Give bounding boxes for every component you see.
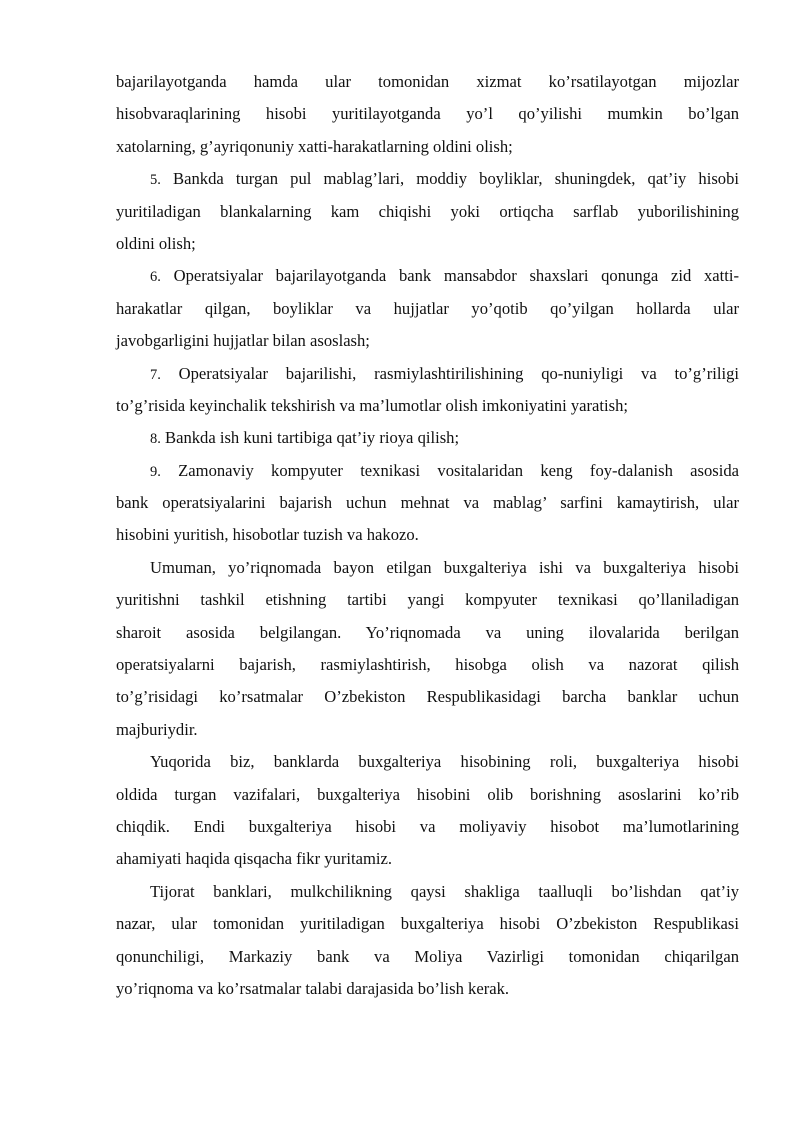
- item-number: 9.: [150, 463, 161, 480]
- item-text: Bankda turgan pul mablag’lari, moddiy boyliklar, shuningdek, qat’iy hisobi: [173, 169, 739, 189]
- list-item-5: [116, 163, 739, 260]
- text-line: [116, 455, 739, 487]
- text-line: javobgarligini hujjatlar bilan asoslash;: [116, 331, 370, 351]
- text-line: [116, 163, 739, 195]
- text-line: [116, 260, 739, 292]
- text-line: hisobvaraqlarining hisobi yuritilayotganda yo’l qo’yilishi mumkin bo’lgan: [116, 104, 739, 124]
- text-line: Umuman, yo’riqnomada bayon etilgan buxgalteriya ishi va buxgalteriya hisobi: [150, 557, 739, 577]
- text-line: yo’riqnoma va ko’rsatmalar talabi darajasida bo’lish kerak.: [116, 978, 510, 998]
- text-line: to’g’risida keyinchalik tekshirish va ma’lumotlar olish imkoniyatini yaratish;: [116, 395, 628, 415]
- item-number: 8.: [150, 431, 161, 448]
- text-line: sharoit asosida belgilangan. Yo’riqnomada va uning ilovalarida berilgan: [116, 622, 739, 642]
- text-line: [116, 422, 739, 454]
- paragraph: [116, 876, 739, 1006]
- item-text: Bankda ish kuni tartibiga qat’iy rioya qilish;: [165, 428, 460, 448]
- text-line: harakatlar qilgan, boyliklar va hujjatlar yo’qotib qo’yilgan hollarda ular: [116, 298, 739, 318]
- text-line: qonunchiligi, Markaziy bank va Moliya Vazirligi tomonidan chiqarilgan: [116, 946, 739, 966]
- text-line: bank operatsiyalarini bajarish uchun mehnat va mablag’ sarfini kamaytirish, ular: [116, 493, 739, 513]
- text-line: chiqdik. Endi buxgalteriya hisobi va moliyaviy hisobot ma’lumotlarining: [116, 816, 739, 836]
- text-line: oldini olish;: [116, 233, 196, 253]
- paragraph: [116, 746, 739, 876]
- list-item-8: [116, 422, 739, 454]
- text-line: ahamiyati haqida qisqacha fikr yuritamiz.: [116, 849, 393, 869]
- text-line: bajarilayotganda hamda ular tomonidan xizmat ko’rsatilayotgan mijozlar: [116, 72, 739, 91]
- text-line: Yuqorida biz, banklarda buxgalteriya hisobining roli, buxgalteriya hisobi: [150, 752, 739, 772]
- item-text: Operatsiyalar bajarilayotganda bank mansabdor shaxslari qonunga zid xatti-: [173, 266, 739, 286]
- text-line: [116, 358, 739, 390]
- text-line: xatolarning, g’ayriqonuniy xatti-harakatlarning oldini olish;: [116, 136, 513, 156]
- text-line: to’g’risidagi ko’rsatmalar O’zbekiston Respublikasidagi barcha banklar uchun: [116, 687, 739, 707]
- item-text: Operatsiyalar bajarilishi, rasmiylashtirilishining qo-nuniyligi va to’g’riligi: [178, 363, 739, 383]
- text-line: oldida turgan vazifalari, buxgalteriya hisobini olib borishning asoslarini ko’rib: [116, 784, 739, 804]
- list-item-7: [116, 358, 739, 423]
- item-text: Zamonaviy kompyuter texnikasi vositalaridan keng foy-dalanish asosida: [178, 460, 739, 480]
- text-line: yuritishni tashkil etishning tartibi yangi kompyuter texnikasi qo’llaniladigan: [116, 590, 739, 610]
- item-number: 5.: [150, 172, 161, 189]
- text-line: Tijorat banklari, mulkchilikning qaysi shakliga taalluqli bo’lishdan qat’iy: [150, 881, 739, 901]
- item-number: 7.: [150, 366, 161, 383]
- text-line: majburiydir.: [116, 719, 198, 739]
- list-item-6: [116, 260, 739, 357]
- paragraph-continuation: [116, 66, 739, 163]
- text-line: yuritiladigan blankalarning kam chiqishi yoki ortiqcha sarflab yuborilishining: [116, 201, 739, 221]
- item-number: 6.: [150, 269, 161, 286]
- list-item-9: [116, 455, 739, 552]
- text-line: hisobini yuritish, hisobotlar tuzish va hakozo.: [116, 525, 419, 545]
- text-line: nazar, ular tomonidan yuritiladigan buxgalteriya hisobi O’zbekiston Respublikasi: [116, 914, 739, 934]
- text-line: operatsiyalarni bajarish, rasmiylashtirish, hisobga olish va nazorat qilish: [116, 655, 739, 675]
- document-page: [116, 66, 739, 1005]
- paragraph: [116, 552, 739, 746]
